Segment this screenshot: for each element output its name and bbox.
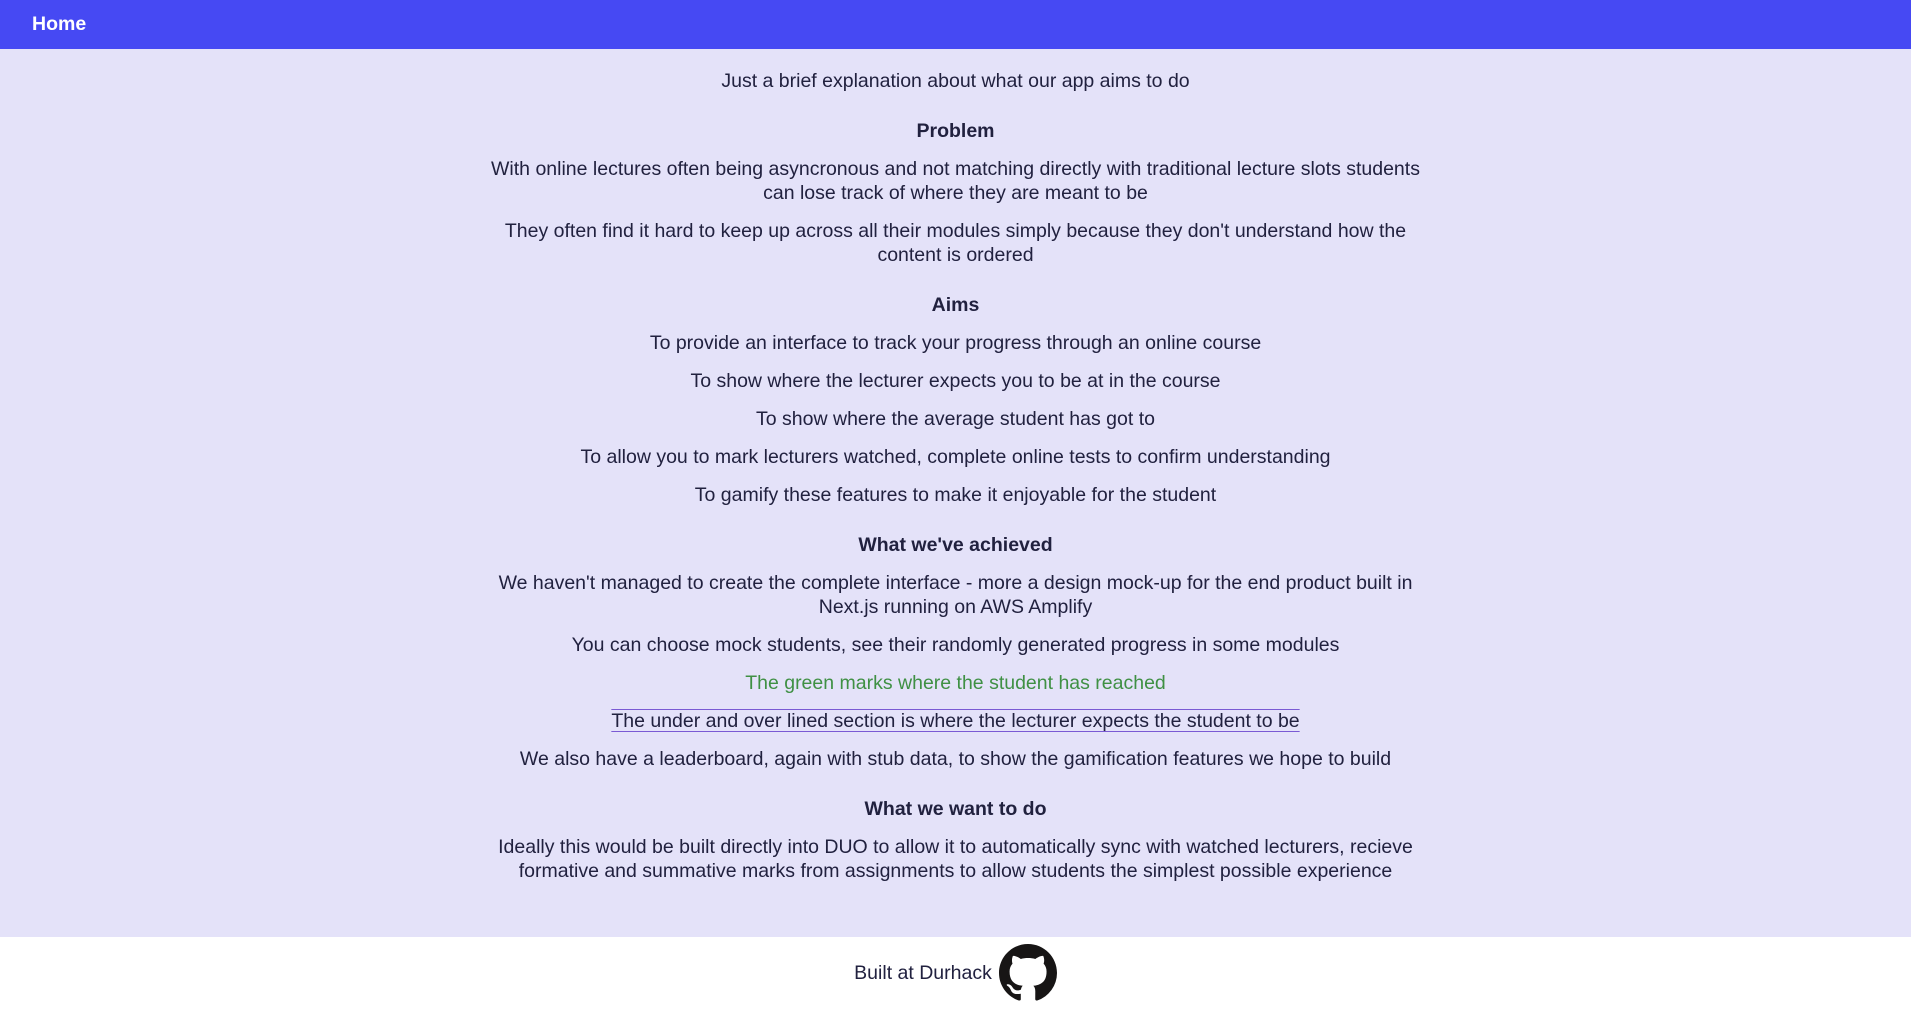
- text: To show where the average student has got to: [756, 408, 1155, 430]
- content-paragraph: [473, 407, 1438, 431]
- nav-home-link[interactable]: Home: [32, 13, 87, 35]
- text: What we've achieved: [858, 534, 1053, 556]
- github-icon: [999, 944, 1057, 1002]
- section-heading: [473, 533, 1438, 557]
- text: To show where the lecturer expects you to be at in the course: [690, 370, 1221, 392]
- text: Aims: [931, 294, 980, 316]
- footer-text: Built at Durhack: [854, 961, 992, 984]
- content-paragraph: [473, 633, 1438, 657]
- text: The under and over lined section is where the lecturer expects the student to be: [611, 710, 1300, 732]
- text: Problem: [916, 120, 995, 142]
- text: To provide an interface to track your progress through an online course: [649, 332, 1262, 354]
- text: To gamify these features to make it enjoyable for the student: [694, 484, 1217, 506]
- navbar: [0, 0, 1911, 49]
- github-link[interactable]: [999, 944, 1057, 1002]
- text: With online lectures often being asyncronous and not matching directly with traditional lecture slots students can lose track of where they are meant to be: [491, 158, 1420, 204]
- text: Just a brief explanation about what our app aims to do: [721, 70, 1190, 92]
- text: We haven't managed to create the complete interface - more a design mock-up for the end product built in Next.js running on AWS Amplify: [498, 572, 1413, 618]
- text: Ideally this would be built directly into DUO to allow it to automatically sync with watched lecturers, recieve formative and summative marks from assignments to allow students the simplest possible experience: [498, 836, 1413, 882]
- content-paragraph: [473, 69, 1438, 93]
- text: You can choose mock students, see their randomly generated progress in some modules: [571, 634, 1340, 656]
- content-paragraph: [473, 331, 1438, 355]
- content-paragraph: [473, 671, 1438, 695]
- content-paragraph: [473, 747, 1438, 771]
- text: We also have a leaderboard, again with stub data, to show the gamification features we hope to build: [519, 748, 1392, 770]
- content-paragraph: [473, 709, 1438, 733]
- section-heading: [473, 293, 1438, 317]
- content-paragraph: [473, 445, 1438, 469]
- content-paragraph: [473, 157, 1438, 205]
- content-paragraph: [473, 219, 1438, 267]
- content-paragraph: [473, 483, 1438, 507]
- content-paragraph: [473, 571, 1438, 619]
- main-content: [0, 49, 1911, 937]
- content-paragraph: [473, 835, 1438, 883]
- content-paragraph: [473, 369, 1438, 393]
- text: They often find it hard to keep up across all their modules simply because they don't understand how the content is ordered: [504, 220, 1407, 266]
- section-heading: [473, 119, 1438, 143]
- footer: [0, 937, 1911, 1009]
- text: The green marks where the student has reached: [745, 672, 1166, 694]
- section-heading: [473, 797, 1438, 821]
- text: What we want to do: [864, 798, 1047, 820]
- text: To allow you to mark lecturers watched, complete online tests to confirm understanding: [580, 446, 1331, 468]
